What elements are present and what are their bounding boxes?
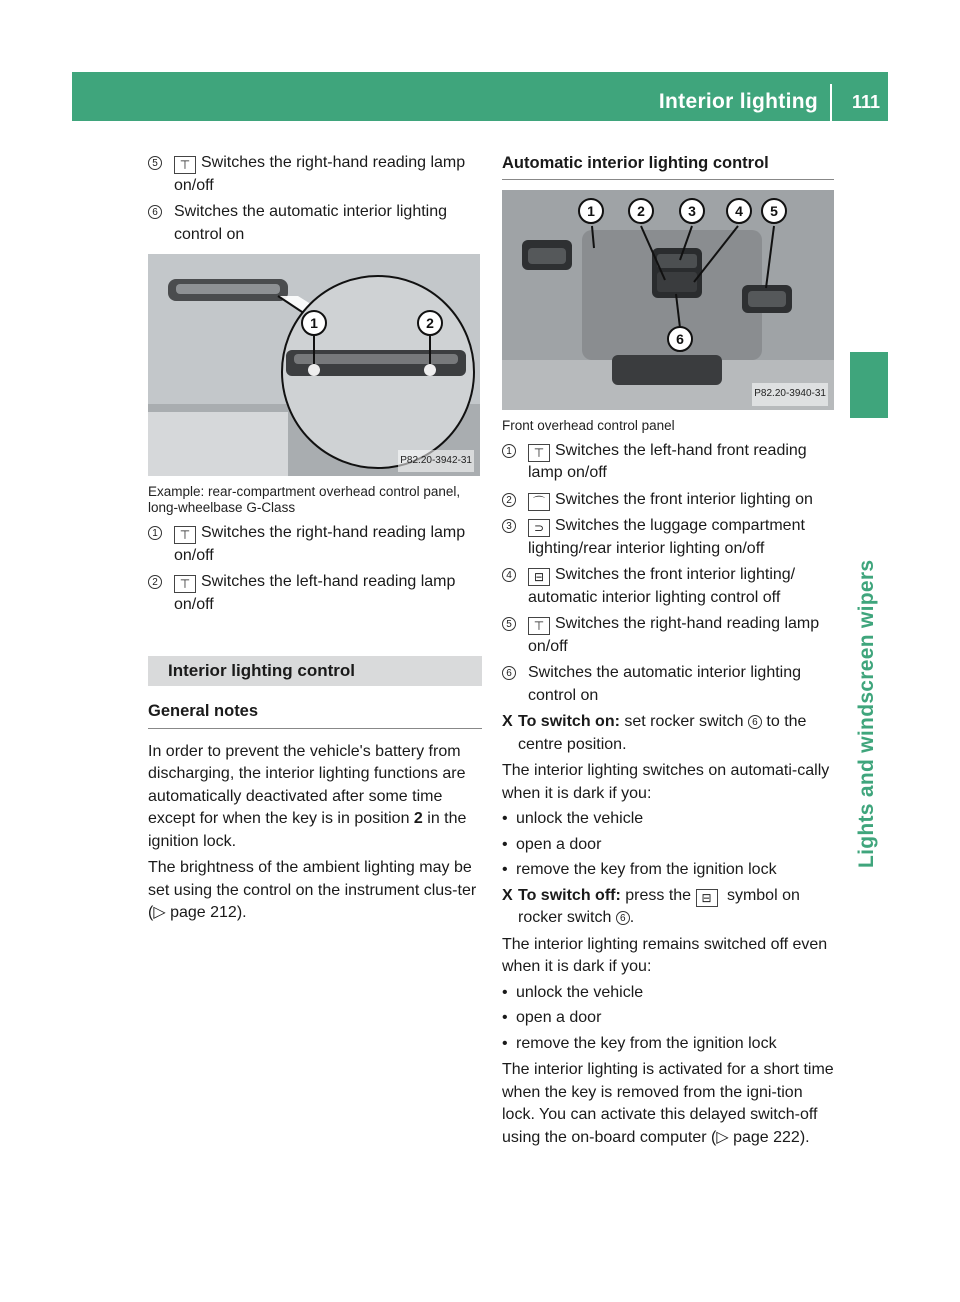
item-text: Switches the right-hand reading lamp on/off: [174, 154, 466, 194]
subheading: General notes: [148, 700, 482, 729]
item-text: Switches the left-hand front reading lamp on/off: [528, 441, 807, 481]
reading-lamp-icon: ⊤: [174, 575, 196, 593]
left-column: [148, 152, 482, 925]
page-title: Interior lighting: [658, 90, 818, 113]
paragraph: The interior lighting is activated for a short time when the key is removed from the igni-tion lock. You can activate this delayed switch-off using the on-board computer (▷ page 222).: [502, 1061, 834, 1146]
paragraph: The brightness of the ambient lighting may be set using the control on the instrument clus-ter (▷ page 212).: [148, 859, 477, 921]
callout-6: 6: [667, 326, 693, 352]
instruction-step: [502, 711, 834, 756]
side-tab: [850, 352, 888, 418]
item-text: Switches the front interior lighting/ automatic interior lighting control off: [528, 566, 796, 606]
item-number: 2: [148, 575, 162, 589]
instruction-step: [502, 885, 834, 930]
list-item: [502, 1033, 834, 1056]
item-text: Switches the luggage compartment lighting/rear interior lighting on/off: [528, 517, 805, 557]
front-light-icon: ⌒: [528, 493, 550, 511]
luggage-light-icon: ⊃: [528, 519, 550, 537]
list-item: [148, 522, 482, 567]
item-text: Switches the front interior lighting on: [555, 490, 813, 508]
bullet-text: unlock the vehicle: [516, 810, 644, 827]
item-text: Switches the automatic interior lighting control on: [174, 203, 448, 243]
item-number: 1: [502, 444, 516, 458]
step-arrow-icon: X: [502, 713, 513, 730]
bullet-icon: •: [502, 983, 508, 1001]
paragraph-text: in the ignition lock.: [148, 810, 467, 850]
rear-panel-illustration: [148, 254, 480, 476]
list-item: [502, 982, 834, 1005]
item-number: 6: [502, 666, 516, 680]
list-item: [148, 152, 482, 197]
bullet-icon: •: [502, 1009, 508, 1026]
bullet-text: open a door: [516, 1009, 602, 1026]
bullet-text: open a door: [516, 835, 602, 853]
list-item: [148, 201, 482, 246]
list-item: [502, 613, 834, 658]
bullet-text: remove the key from the ignition lock: [516, 861, 777, 878]
right-column: [502, 152, 834, 1149]
bullet-icon: •: [502, 835, 508, 853]
step-arrow-icon: X: [502, 886, 513, 904]
inline-callout: 6: [616, 911, 630, 925]
list-item: [502, 808, 834, 831]
item-text: Switches the right-hand reading lamp on/off: [174, 524, 466, 564]
step-text: press the: [620, 886, 696, 904]
list-item: [502, 662, 834, 707]
reading-lamp-icon: ⊤: [174, 156, 196, 174]
reading-lamp-icon: ⊤: [174, 526, 196, 544]
paragraph: The interior lighting switches on automati-cally when it is dark if you:: [502, 762, 830, 802]
list-item: [502, 1007, 834, 1030]
step-text: .: [629, 909, 635, 926]
callout-1: 1: [301, 310, 327, 336]
list-item: [502, 834, 834, 857]
callout-2: 2: [628, 198, 654, 224]
callout-2: 2: [417, 310, 443, 336]
callout-4: 4: [726, 198, 752, 224]
item-number: 3: [502, 519, 516, 533]
header-bar: [72, 72, 888, 121]
item-text: Switches the right-hand reading lamp on/off: [528, 615, 820, 655]
front-panel-illustration: [502, 190, 834, 410]
item-number: 4: [502, 568, 516, 582]
light-off-icon: ⊟: [528, 568, 550, 586]
figure-caption: Example: rear-compartment overhead control panel, long-wheelbase G-Class: [148, 484, 461, 515]
front-panel-figure: [502, 190, 834, 410]
item-number: 6: [148, 205, 162, 219]
step-label: To switch off:: [518, 886, 621, 904]
header-separator: [830, 84, 832, 121]
callout-5: 5: [761, 198, 787, 224]
item-number: 1: [148, 526, 162, 540]
figure-caption: Front overhead control panel: [502, 417, 675, 433]
callout-3: 3: [679, 198, 705, 224]
list-item: [502, 564, 834, 609]
step-label: To switch on:: [518, 713, 620, 730]
item-number: 5: [148, 156, 162, 170]
paragraph: [148, 741, 482, 854]
paragraph: The interior lighting remains switched off even when it is dark if you:: [502, 935, 828, 975]
list-item: [148, 571, 482, 616]
bullet-text: unlock the vehicle: [516, 983, 644, 1001]
callout-1: 1: [578, 198, 604, 224]
step-text: symbol on rocker switch: [518, 886, 800, 926]
figure-code: P82.20-3942-31: [398, 450, 474, 473]
side-tab-label: Lights and windscreen wipers: [855, 559, 878, 868]
bullet-icon: •: [502, 861, 508, 878]
key-position: 2: [413, 810, 423, 827]
rear-panel-figure: [148, 254, 480, 476]
light-off-icon: ⊟: [696, 889, 718, 907]
list-item: [502, 489, 834, 512]
item-number: 2: [502, 493, 516, 507]
reading-lamp-icon: ⊤: [528, 617, 550, 635]
section-title: Interior lighting control: [148, 656, 482, 686]
step-text: set rocker switch: [619, 713, 748, 730]
item-number: 5: [502, 617, 516, 631]
bullet-icon: •: [502, 1034, 508, 1052]
page-number: 111: [851, 92, 880, 112]
list-item: [502, 515, 834, 560]
bullet-icon: •: [502, 810, 508, 827]
paragraph-text: In order to prevent the vehicle's battery from discharging, the interior lighting functions are automatically deactivated after some time except for when the key is in position: [148, 742, 466, 827]
figure-code: P82.20-3940-31: [752, 383, 828, 406]
bullet-text: remove the key from the ignition lock: [516, 1034, 777, 1052]
inline-callout: 6: [748, 715, 762, 729]
item-text: Switches the left-hand reading lamp on/off: [174, 573, 456, 613]
section-heading: Automatic interior lighting control: [502, 152, 834, 180]
list-item: [502, 440, 834, 485]
step-text: to the centre position.: [518, 713, 807, 753]
list-item: [502, 859, 834, 882]
reading-lamp-icon: ⊤: [528, 444, 550, 462]
item-text: Switches the automatic interior lighting control on: [528, 664, 802, 704]
